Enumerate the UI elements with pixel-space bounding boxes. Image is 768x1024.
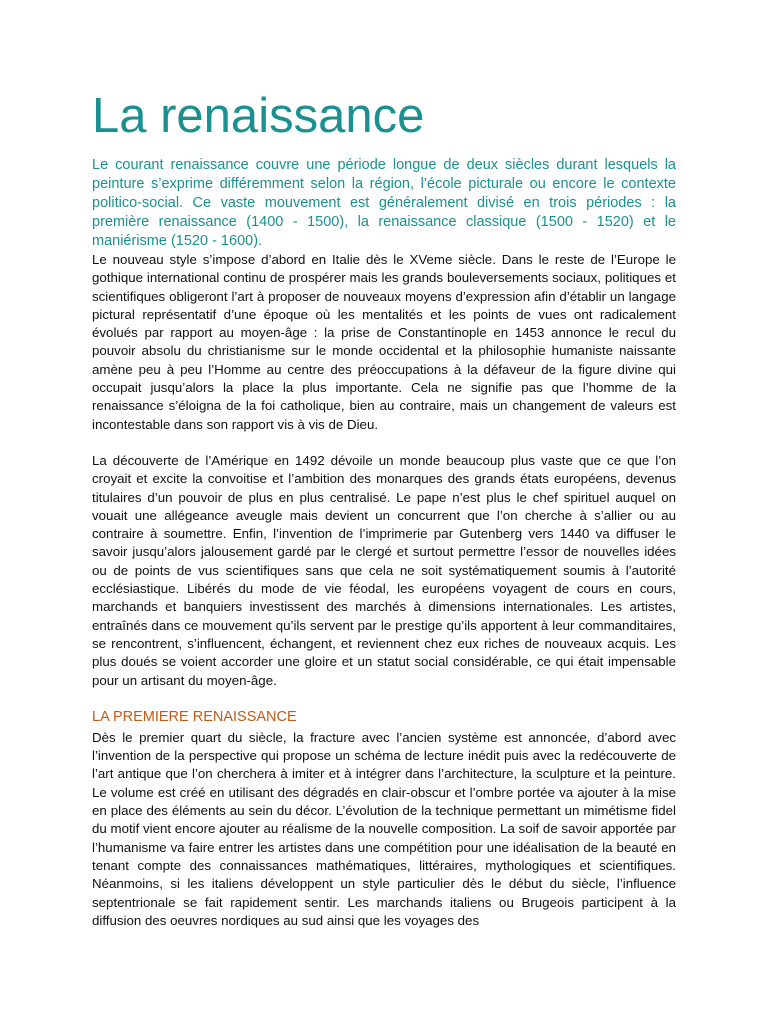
body-paragraph-2: La découverte de l’Amérique en 1492 dévoile un monde beaucoup plus vaste que ce que l’on croyait et excite la convoitise et l’ambition des monarques des grands états européens, devenus titulaires d’un pouvoir de plus en plus centralisé. Le pape n’est plus le chef spirituel auquel on vouait une allégeance aveugle mais devient un concurrent que l’on cherche à s’allier ou au contraire à soumettre. Enfin, l’invention de l’imprimerie par Gutenberg vers 1440 va diffuser le savoir jusqu’alors jalousement gardé par le clergé et surtout permettre l’essor de nouvelles idées ou de points de vus scientifiques sans que cela ne soit systématiquement soumis à l’autorité ecclésiastique. Libérés du mode de vie féodal, les européens voyagent de cours en cours, marchands et banquiers investissent des marchés à dimensions internationales. Les artistes, entraînés dans ce mouvement qu’ils servent par le prestige qu’ils apportent à leur commanditaires, se rencontrent, s’influencent, échangent, et reviennent chez eux riches de nouveaux acquis. Les plus doués se voient accorder une gloire et un statut social considérable, ce qui était impensable pour un artisant du moyen-âge. (92, 452, 676, 688)
section-heading: LA PREMIERE RENAISSANCE (92, 708, 297, 725)
intro-paragraph: Le courant renaissance couvre une période longue de deux siècles durant lesquels la peinture s’exprime différemment selon la région, l’école picturale ou encore le contexte politico-social. Ce vaste mouvement est généralement divisé en trois périodes : la première renaissance (1400 - 1500), la renaissance classique (1500 - 1520) et le maniérisme (1520 - 1600). (92, 157, 676, 249)
document-page (92, 88, 676, 930)
body-paragraph-1: Le nouveau style s’impose d’abord en Italie dès le XVeme siècle. Dans le reste de l’Europe le gothique international continu de prospérer mais les grands bouleversements sociaux, politiques et scientifiques obligeront l’art à proposer de nouveaux moyens d’expression afin d’établir un langage pictural représentatif d’une époque où les mentalités et les points de vues ont radicalement évolués par rapport au moyen-âge : la prise de Constantinople en 1453 annonce le recul du pouvoir absolu du christianisme sur le monde occidental et la philosophie humaniste naissante amène peu à peu l’Homme au centre des préoccupations à la défaveur de la figure divine qui occupait jusqu’alors la place la plus importante. Cela ne signifie pas que l’homme de la renaissance s’éloigna de la foi catholique, bien au contraire, mais un changement de valeurs est incontestable dans son rapport vis à vis de Dieu. (92, 252, 676, 432)
section-paragraph: Dès le premier quart du siècle, la fracture avec l’ancien système est annoncée, d’abord avec l’invention de la perspective qui propose un schéma de lecture inédit puis avec la redécouverte de l’art antique que l’on cherchera à imiter et à intégrer dans l’architecture, la sculpture et la peinture. Le volume est créé en utilisant des dégradés en clair-obscur et l’ombre portée va ajouter à la mise en place des éléments au sein du décor. L’évolution de la technique permettant un mimétisme fidel du motif vient encore ajouter au réalisme de la nouvelle composition. La soif de savoir apportée par l’humanisme va faire entrer les artistes dans une compétition pour une idéalisation de la beauté en tenant compte des connaissances mathématiques, littéraires, mythologiques et scientifiques. Néanmoins, si les italiens développent un style particulier dès le début du siècle, l’influence septentrionale se fait rapidement sentir. Les marchands italiens ou Brugeois participent à la diffusion des oeuvres nordiques au sud ainsi que les voyages des (92, 729, 676, 928)
document-title: La renaissance (92, 89, 425, 143)
